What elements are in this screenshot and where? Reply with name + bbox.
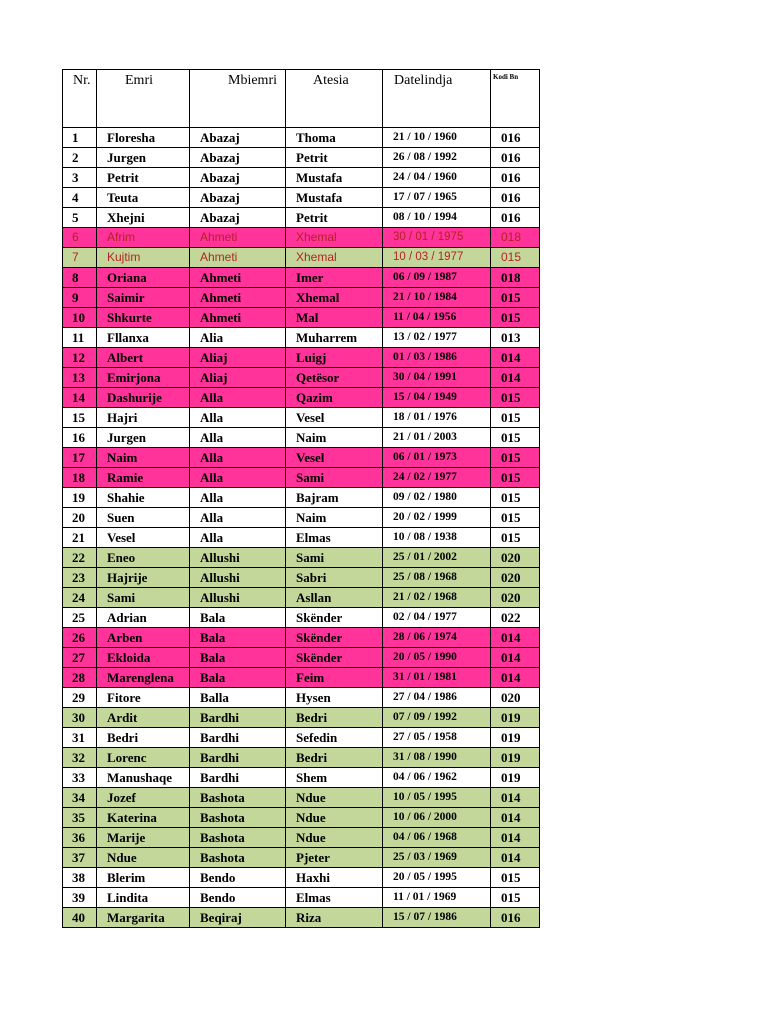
table-row xyxy=(63,708,540,728)
cell-kodi: 016 xyxy=(491,168,540,188)
cell-nr: 11 xyxy=(63,328,97,348)
cell-atesia: Bedri xyxy=(286,708,383,728)
cell-kodi: 014 xyxy=(491,628,540,648)
cell-emri: Saimir xyxy=(97,288,190,308)
table-row xyxy=(63,888,540,908)
cell-mbiemri: Bendo xyxy=(190,868,286,888)
cell-datelindja: 17 / 07 / 1965 xyxy=(383,188,491,208)
cell-datelindja: 04 / 06 / 1962 xyxy=(383,768,491,788)
cell-kodi: 014 xyxy=(491,788,540,808)
cell-nr: 24 xyxy=(63,588,97,608)
cell-kodi: 022 xyxy=(491,608,540,628)
cell-emri: Arben xyxy=(97,628,190,648)
cell-nr: 31 xyxy=(63,728,97,748)
cell-kodi: 020 xyxy=(491,588,540,608)
cell-atesia: Thoma xyxy=(286,128,383,148)
cell-mbiemri: Abazaj xyxy=(190,208,286,228)
table-row xyxy=(63,808,540,828)
cell-emri: Fitore xyxy=(97,688,190,708)
cell-mbiemri: Bashota xyxy=(190,828,286,848)
cell-emri: Vesel xyxy=(97,528,190,548)
cell-kodi: 015 xyxy=(491,508,540,528)
cell-mbiemri: Allushi xyxy=(190,568,286,588)
cell-datelindja: 20 / 05 / 1995 xyxy=(383,868,491,888)
cell-mbiemri: Alla xyxy=(190,448,286,468)
cell-datelindja: 10 / 05 / 1995 xyxy=(383,788,491,808)
table-row xyxy=(63,468,540,488)
cell-kodi: 014 xyxy=(491,648,540,668)
table-row xyxy=(63,648,540,668)
cell-datelindja: 24 / 04 / 1960 xyxy=(383,168,491,188)
cell-datelindja: 18 / 01 / 1976 xyxy=(383,408,491,428)
table-row xyxy=(63,908,540,928)
cell-nr: 22 xyxy=(63,548,97,568)
cell-atesia: Naim xyxy=(286,508,383,528)
table-row xyxy=(63,828,540,848)
cell-kodi: 015 xyxy=(491,888,540,908)
cell-kodi: 015 xyxy=(491,488,540,508)
cell-emri: Eneo xyxy=(97,548,190,568)
cell-mbiemri: Alla xyxy=(190,528,286,548)
cell-datelindja: 08 / 10 / 1994 xyxy=(383,208,491,228)
cell-kodi: 015 xyxy=(491,308,540,328)
cell-mbiemri: Bardhi xyxy=(190,708,286,728)
cell-emri: Bedri xyxy=(97,728,190,748)
cell-emri: Hajrije xyxy=(97,568,190,588)
cell-atesia: Luigj xyxy=(286,348,383,368)
cell-nr: 25 xyxy=(63,608,97,628)
table-row xyxy=(63,668,540,688)
cell-atesia: Elmas xyxy=(286,528,383,548)
cell-kodi: 020 xyxy=(491,548,540,568)
cell-kodi: 015 xyxy=(491,388,540,408)
cell-atesia: Imer xyxy=(286,268,383,288)
header-nr: Nr. xyxy=(63,70,97,128)
table-row xyxy=(63,248,540,268)
cell-mbiemri: Abazaj xyxy=(190,188,286,208)
cell-atesia: Sefedin xyxy=(286,728,383,748)
cell-nr: 8 xyxy=(63,268,97,288)
table-row xyxy=(63,228,540,248)
cell-emri: Naim xyxy=(97,448,190,468)
cell-mbiemri: Ahmeti xyxy=(190,228,286,248)
cell-atesia: Petrit xyxy=(286,208,383,228)
cell-mbiemri: Ahmeti xyxy=(190,248,286,268)
cell-kodi: 015 xyxy=(491,248,540,268)
cell-datelindja: 25 / 03 / 1969 xyxy=(383,848,491,868)
cell-nr: 39 xyxy=(63,888,97,908)
cell-emri: Floresha xyxy=(97,128,190,148)
cell-kodi: 016 xyxy=(491,208,540,228)
table-body xyxy=(63,128,540,928)
table-row xyxy=(63,608,540,628)
cell-datelindja: 10 / 06 / 2000 xyxy=(383,808,491,828)
cell-emri: Afrim xyxy=(97,228,190,248)
cell-mbiemri: Alla xyxy=(190,428,286,448)
cell-mbiemri: Ahmeti xyxy=(190,268,286,288)
cell-atesia: Bedri xyxy=(286,748,383,768)
cell-nr: 28 xyxy=(63,668,97,688)
cell-emri: Ndue xyxy=(97,848,190,868)
table-row xyxy=(63,408,540,428)
cell-emri: Petrit xyxy=(97,168,190,188)
cell-mbiemri: Bashota xyxy=(190,848,286,868)
table-row xyxy=(63,428,540,448)
cell-datelindja: 31 / 01 / 1981 xyxy=(383,668,491,688)
cell-nr: 27 xyxy=(63,648,97,668)
cell-kodi: 020 xyxy=(491,568,540,588)
cell-datelindja: 02 / 04 / 1977 xyxy=(383,608,491,628)
people-table xyxy=(62,69,540,928)
cell-atesia: Ndue xyxy=(286,788,383,808)
table-row xyxy=(63,328,540,348)
cell-kodi: 015 xyxy=(491,868,540,888)
cell-atesia: Vesel xyxy=(286,448,383,468)
cell-mbiemri: Alla xyxy=(190,408,286,428)
cell-nr: 21 xyxy=(63,528,97,548)
table-row xyxy=(63,208,540,228)
cell-nr: 26 xyxy=(63,628,97,648)
cell-kodi: 015 xyxy=(491,448,540,468)
header-atesia: Atesia xyxy=(286,70,383,128)
cell-kodi: 015 xyxy=(491,428,540,448)
cell-mbiemri: Balla xyxy=(190,688,286,708)
cell-mbiemri: Bala xyxy=(190,668,286,688)
cell-emri: Lorenc xyxy=(97,748,190,768)
cell-nr: 18 xyxy=(63,468,97,488)
cell-emri: Dashurije xyxy=(97,388,190,408)
cell-kodi: 019 xyxy=(491,728,540,748)
cell-datelindja: 06 / 09 / 1987 xyxy=(383,268,491,288)
cell-atesia: Sabri xyxy=(286,568,383,588)
cell-nr: 29 xyxy=(63,688,97,708)
table-row xyxy=(63,368,540,388)
cell-atesia: Bajram xyxy=(286,488,383,508)
cell-mbiemri: Bendo xyxy=(190,888,286,908)
cell-nr: 4 xyxy=(63,188,97,208)
cell-mbiemri: Bardhi xyxy=(190,728,286,748)
cell-datelindja: 13 / 02 / 1977 xyxy=(383,328,491,348)
cell-emri: Sami xyxy=(97,588,190,608)
cell-datelindja: 27 / 05 / 1958 xyxy=(383,728,491,748)
cell-kodi: 018 xyxy=(491,268,540,288)
cell-mbiemri: Abazaj xyxy=(190,128,286,148)
cell-kodi: 016 xyxy=(491,148,540,168)
cell-emri: Jurgen xyxy=(97,428,190,448)
cell-kodi: 015 xyxy=(491,288,540,308)
cell-atesia: Qetësor xyxy=(286,368,383,388)
cell-mbiemri: Bashota xyxy=(190,808,286,828)
cell-mbiemri: Bardhi xyxy=(190,768,286,788)
cell-emri: Marije xyxy=(97,828,190,848)
cell-emri: Ramie xyxy=(97,468,190,488)
cell-nr: 5 xyxy=(63,208,97,228)
cell-atesia: Mustafa xyxy=(286,168,383,188)
table-row xyxy=(63,588,540,608)
cell-atesia: Haxhi xyxy=(286,868,383,888)
cell-emri: Oriana xyxy=(97,268,190,288)
cell-mbiemri: Alla xyxy=(190,508,286,528)
cell-kodi: 019 xyxy=(491,748,540,768)
cell-atesia: Xhemal xyxy=(286,288,383,308)
cell-kodi: 014 xyxy=(491,828,540,848)
cell-kodi: 016 xyxy=(491,188,540,208)
cell-kodi: 014 xyxy=(491,348,540,368)
cell-nr: 32 xyxy=(63,748,97,768)
cell-nr: 37 xyxy=(63,848,97,868)
cell-atesia: Qazim xyxy=(286,388,383,408)
cell-atesia: Feim xyxy=(286,668,383,688)
cell-atesia: Skënder xyxy=(286,648,383,668)
cell-datelindja: 20 / 02 / 1999 xyxy=(383,508,491,528)
cell-emri: Shahie xyxy=(97,488,190,508)
cell-mbiemri: Aliaj xyxy=(190,348,286,368)
cell-emri: Jozef xyxy=(97,788,190,808)
cell-datelindja: 21 / 10 / 1960 xyxy=(383,128,491,148)
cell-atesia: Sami xyxy=(286,548,383,568)
cell-emri: Emirjona xyxy=(97,368,190,388)
cell-atesia: Elmas xyxy=(286,888,383,908)
cell-datelindja: 25 / 08 / 1968 xyxy=(383,568,491,588)
cell-emri: Margarita xyxy=(97,908,190,928)
table-row xyxy=(63,748,540,768)
table-row xyxy=(63,348,540,368)
cell-atesia: Hysen xyxy=(286,688,383,708)
cell-datelindja: 11 / 04 / 1956 xyxy=(383,308,491,328)
cell-datelindja: 10 / 08 / 1938 xyxy=(383,528,491,548)
cell-mbiemri: Alla xyxy=(190,388,286,408)
cell-kodi: 014 xyxy=(491,808,540,828)
table-row xyxy=(63,528,540,548)
header-datelindja: Datelindja xyxy=(383,70,491,128)
cell-atesia: Riza xyxy=(286,908,383,928)
header-emri: Emri xyxy=(97,70,190,128)
cell-datelindja: 30 / 04 / 1991 xyxy=(383,368,491,388)
cell-emri: Manushaqe xyxy=(97,768,190,788)
cell-datelindja: 25 / 01 / 2002 xyxy=(383,548,491,568)
cell-atesia: Muharrem xyxy=(286,328,383,348)
cell-mbiemri: Abazaj xyxy=(190,168,286,188)
cell-mbiemri: Alla xyxy=(190,488,286,508)
header-kodi: Kodi Bn xyxy=(491,70,540,128)
cell-mbiemri: Ahmeti xyxy=(190,308,286,328)
table-row xyxy=(63,268,540,288)
cell-nr: 19 xyxy=(63,488,97,508)
cell-nr: 36 xyxy=(63,828,97,848)
table-row xyxy=(63,188,540,208)
cell-atesia: Sami xyxy=(286,468,383,488)
cell-kodi: 019 xyxy=(491,768,540,788)
cell-nr: 3 xyxy=(63,168,97,188)
cell-atesia: Skënder xyxy=(286,628,383,648)
cell-datelindja: 15 / 07 / 1986 xyxy=(383,908,491,928)
cell-nr: 20 xyxy=(63,508,97,528)
table-row xyxy=(63,548,540,568)
cell-nr: 16 xyxy=(63,428,97,448)
cell-atesia: Vesel xyxy=(286,408,383,428)
table-row xyxy=(63,568,540,588)
cell-emri: Jurgen xyxy=(97,148,190,168)
cell-emri: Kujtim xyxy=(97,248,190,268)
cell-nr: 23 xyxy=(63,568,97,588)
cell-atesia: Xhemal xyxy=(286,248,383,268)
cell-mbiemri: Beqiraj xyxy=(190,908,286,928)
cell-atesia: Asllan xyxy=(286,588,383,608)
cell-datelindja: 10 / 03 / 1977 xyxy=(383,248,491,268)
table-row xyxy=(63,448,540,468)
cell-kodi: 016 xyxy=(491,908,540,928)
table-row xyxy=(63,128,540,148)
cell-datelindja: 04 / 06 / 1968 xyxy=(383,828,491,848)
cell-datelindja: 09 / 02 / 1980 xyxy=(383,488,491,508)
cell-emri: Hajri xyxy=(97,408,190,428)
cell-nr: 2 xyxy=(63,148,97,168)
cell-emri: Suen xyxy=(97,508,190,528)
cell-emri: Ekloida xyxy=(97,648,190,668)
cell-nr: 7 xyxy=(63,248,97,268)
cell-atesia: Mal xyxy=(286,308,383,328)
cell-datelindja: 26 / 08 / 1992 xyxy=(383,148,491,168)
table-row xyxy=(63,388,540,408)
cell-kodi: 019 xyxy=(491,708,540,728)
header-row xyxy=(63,70,540,128)
cell-datelindja: 30 / 01 / 1975 xyxy=(383,228,491,248)
cell-kodi: 014 xyxy=(491,848,540,868)
cell-emri: Adrian xyxy=(97,608,190,628)
cell-emri: Marenglena xyxy=(97,668,190,688)
cell-emri: Ardit xyxy=(97,708,190,728)
cell-nr: 34 xyxy=(63,788,97,808)
cell-datelindja: 21 / 10 / 1984 xyxy=(383,288,491,308)
cell-kodi: 016 xyxy=(491,128,540,148)
cell-datelindja: 01 / 03 / 1986 xyxy=(383,348,491,368)
cell-nr: 17 xyxy=(63,448,97,468)
cell-kodi: 015 xyxy=(491,528,540,548)
table-row xyxy=(63,168,540,188)
cell-kodi: 015 xyxy=(491,408,540,428)
cell-nr: 30 xyxy=(63,708,97,728)
table-row xyxy=(63,628,540,648)
cell-nr: 13 xyxy=(63,368,97,388)
table-row xyxy=(63,308,540,328)
cell-emri: Xhejni xyxy=(97,208,190,228)
cell-emri: Lindita xyxy=(97,888,190,908)
cell-kodi: 014 xyxy=(491,668,540,688)
table-row xyxy=(63,848,540,868)
cell-emri: Fllanxa xyxy=(97,328,190,348)
cell-nr: 6 xyxy=(63,228,97,248)
table-row xyxy=(63,488,540,508)
cell-atesia: Mustafa xyxy=(286,188,383,208)
table-row xyxy=(63,688,540,708)
cell-datelindja: 15 / 04 / 1949 xyxy=(383,388,491,408)
table-row xyxy=(63,288,540,308)
cell-mbiemri: Ahmeti xyxy=(190,288,286,308)
cell-nr: 12 xyxy=(63,348,97,368)
cell-atesia: Ndue xyxy=(286,828,383,848)
cell-atesia: Xhemal xyxy=(286,228,383,248)
cell-nr: 14 xyxy=(63,388,97,408)
cell-kodi: 015 xyxy=(491,468,540,488)
cell-mbiemri: Bala xyxy=(190,608,286,628)
cell-atesia: Shem xyxy=(286,768,383,788)
cell-nr: 38 xyxy=(63,868,97,888)
cell-atesia: Petrit xyxy=(286,148,383,168)
cell-atesia: Pjeter xyxy=(286,848,383,868)
cell-nr: 10 xyxy=(63,308,97,328)
cell-nr: 40 xyxy=(63,908,97,928)
header-mbiemri: Mbiemri xyxy=(190,70,286,128)
cell-nr: 33 xyxy=(63,768,97,788)
cell-kodi: 013 xyxy=(491,328,540,348)
cell-emri: Albert xyxy=(97,348,190,368)
cell-mbiemri: Bala xyxy=(190,628,286,648)
cell-mbiemri: Allushi xyxy=(190,588,286,608)
table-row xyxy=(63,508,540,528)
table-header xyxy=(63,70,540,128)
cell-nr: 35 xyxy=(63,808,97,828)
cell-mbiemri: Bala xyxy=(190,648,286,668)
cell-atesia: Naim xyxy=(286,428,383,448)
cell-kodi: 020 xyxy=(491,688,540,708)
cell-mbiemri: Alla xyxy=(190,468,286,488)
cell-datelindja: 21 / 02 / 1968 xyxy=(383,588,491,608)
cell-mbiemri: Bardhi xyxy=(190,748,286,768)
cell-atesia: Skënder xyxy=(286,608,383,628)
cell-datelindja: 28 / 06 / 1974 xyxy=(383,628,491,648)
cell-datelindja: 07 / 09 / 1992 xyxy=(383,708,491,728)
cell-datelindja: 31 / 08 / 1990 xyxy=(383,748,491,768)
table-row xyxy=(63,148,540,168)
cell-datelindja: 27 / 04 / 1986 xyxy=(383,688,491,708)
cell-mbiemri: Alia xyxy=(190,328,286,348)
cell-mbiemri: Abazaj xyxy=(190,148,286,168)
table-row xyxy=(63,728,540,748)
cell-emri: Blerim xyxy=(97,868,190,888)
cell-datelindja: 24 / 02 / 1977 xyxy=(383,468,491,488)
cell-nr: 1 xyxy=(63,128,97,148)
cell-kodi: 014 xyxy=(491,368,540,388)
cell-emri: Katerina xyxy=(97,808,190,828)
cell-datelindja: 11 / 01 / 1969 xyxy=(383,888,491,908)
cell-datelindja: 20 / 05 / 1990 xyxy=(383,648,491,668)
cell-emri: Shkurte xyxy=(97,308,190,328)
cell-atesia: Ndue xyxy=(286,808,383,828)
cell-datelindja: 21 / 01 / 2003 xyxy=(383,428,491,448)
cell-nr: 9 xyxy=(63,288,97,308)
cell-emri: Teuta xyxy=(97,188,190,208)
cell-mbiemri: Allushi xyxy=(190,548,286,568)
table-row xyxy=(63,768,540,788)
table-row xyxy=(63,868,540,888)
cell-kodi: 018 xyxy=(491,228,540,248)
cell-datelindja: 06 / 01 / 1973 xyxy=(383,448,491,468)
cell-nr: 15 xyxy=(63,408,97,428)
table-row xyxy=(63,788,540,808)
cell-mbiemri: Bashota xyxy=(190,788,286,808)
cell-mbiemri: Aliaj xyxy=(190,368,286,388)
